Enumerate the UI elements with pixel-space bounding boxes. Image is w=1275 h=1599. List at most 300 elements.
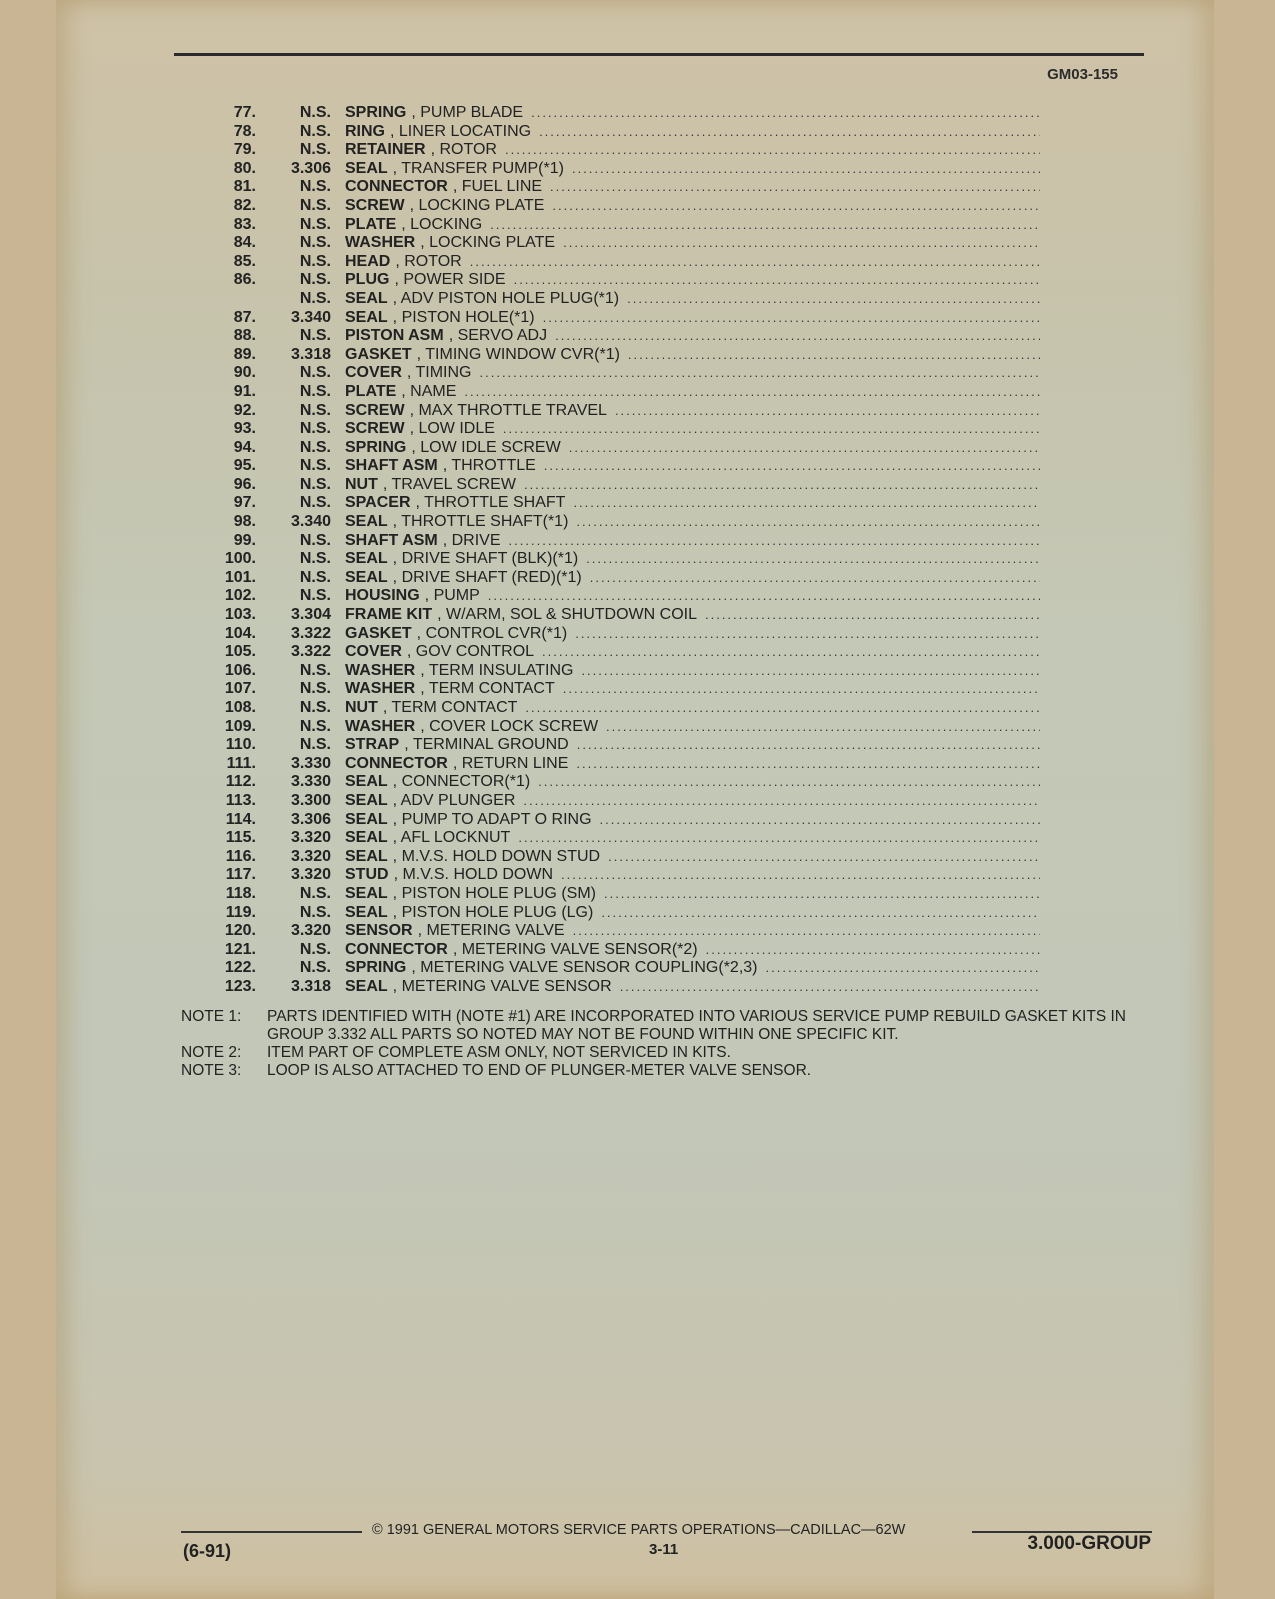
part-row	[200, 346, 1040, 365]
part-detail: , TRANSFER PUMP(*1)	[392, 159, 564, 177]
part-detail: , TERMINAL GROUND	[404, 736, 569, 754]
part-index: 89.	[233, 345, 256, 363]
part-description	[345, 718, 1040, 737]
part-index: 123.	[224, 977, 256, 995]
part-name: SEAL	[345, 977, 388, 995]
part-index: 113.	[225, 791, 256, 809]
part-row	[200, 643, 1040, 662]
dot-leader	[615, 402, 1040, 421]
dot-leader	[604, 885, 1040, 904]
part-detail: , W/ARM, SOL & SHUTDOWN COIL	[437, 606, 697, 624]
part-row	[200, 755, 1040, 774]
part-row	[200, 662, 1040, 681]
dot-leader	[569, 439, 1040, 458]
part-group: N.S.	[299, 699, 331, 716]
part-description	[345, 811, 1040, 830]
part-description	[345, 104, 1040, 123]
part-group: N.S.	[299, 736, 331, 754]
part-group: 3.320	[290, 866, 331, 884]
dot-leader	[573, 922, 1040, 941]
dot-leader	[470, 253, 1040, 272]
part-row	[200, 234, 1040, 253]
part-group: N.S.	[299, 289, 331, 307]
part-group: 3.318	[290, 345, 331, 363]
part-row	[200, 829, 1040, 848]
part-name: PLUG	[345, 271, 390, 289]
part-detail: , DRIVE	[442, 531, 501, 549]
part-index: 104.	[224, 624, 256, 642]
part-row	[200, 439, 1040, 458]
part-name: WASHER	[345, 661, 416, 679]
part-row	[200, 904, 1040, 923]
dot-leader	[538, 773, 1040, 792]
part-detail: , PISTON HOLE PLUG (LG)	[392, 903, 594, 921]
part-detail: , RETURN LINE	[452, 754, 569, 772]
part-description	[345, 848, 1040, 867]
dot-leader	[523, 792, 1040, 811]
part-row	[200, 123, 1040, 142]
part-row	[200, 327, 1040, 346]
part-name: RETAINER	[345, 141, 426, 159]
part-description	[345, 123, 1040, 142]
part-description	[345, 402, 1040, 421]
dot-leader	[628, 346, 1040, 365]
part-group: N.S.	[299, 680, 331, 698]
dot-leader	[620, 978, 1040, 997]
dot-leader	[488, 587, 1040, 606]
dot-leader	[490, 216, 1040, 235]
part-row	[200, 978, 1040, 997]
part-group: N.S.	[299, 717, 331, 735]
part-index: 90.	[233, 364, 256, 382]
part-group: 3.340	[290, 513, 331, 531]
dot-leader	[563, 680, 1040, 699]
part-detail: , TERM INSULATING	[420, 661, 574, 679]
part-name: SEAL	[345, 289, 388, 307]
part-name: SHAFT ASM	[345, 457, 438, 475]
part-description	[345, 216, 1040, 235]
part-row	[200, 402, 1040, 421]
part-name: CONNECTOR	[345, 940, 448, 958]
part-description	[345, 978, 1040, 997]
note-text: LOOP IS ALSO ATTACHED TO END OF PLUNGER-METER VALVE SENSOR.	[267, 1062, 812, 1079]
part-description	[345, 941, 1040, 960]
dot-leader	[590, 569, 1040, 588]
part-description	[345, 439, 1040, 458]
part-row	[200, 290, 1040, 309]
dot-leader	[576, 513, 1040, 532]
part-row	[200, 104, 1040, 123]
part-group: N.S.	[299, 884, 331, 902]
dot-leader	[706, 941, 1040, 960]
part-group: N.S.	[299, 420, 331, 438]
dot-leader	[705, 606, 1040, 625]
part-name: COVER	[345, 643, 402, 661]
part-detail: , NAME	[401, 382, 457, 400]
part-detail: , DRIVE SHAFT (RED)(*1)	[392, 568, 582, 586]
part-group: N.S.	[299, 940, 331, 958]
dot-leader	[480, 364, 1041, 383]
part-row	[200, 848, 1040, 867]
part-index: 77.	[233, 104, 256, 121]
dot-leader	[766, 959, 1041, 978]
part-description	[345, 643, 1040, 662]
part-group: N.S.	[299, 661, 331, 679]
dot-leader	[555, 327, 1040, 346]
part-name: SEAL	[345, 903, 388, 921]
part-index: 83.	[233, 215, 256, 233]
part-index: 92.	[233, 401, 256, 419]
part-detail: , CONNECTOR(*1)	[392, 773, 531, 791]
part-name: SEAL	[345, 308, 388, 326]
part-detail: , PUMP BLADE	[411, 104, 524, 121]
part-description	[345, 271, 1040, 290]
part-index: 116.	[225, 847, 256, 865]
part-name: SEAL	[345, 159, 388, 177]
part-group: N.S.	[299, 364, 331, 382]
part-index: 112.	[225, 773, 256, 791]
part-index: 97.	[233, 494, 256, 512]
dot-leader	[524, 476, 1040, 495]
part-description	[345, 904, 1040, 923]
note-label: NOTE 3:	[181, 1062, 242, 1079]
part-index: 108.	[224, 699, 256, 716]
part-description	[345, 309, 1040, 328]
dot-leader	[581, 662, 1040, 681]
part-index: 106.	[224, 661, 256, 679]
part-description	[345, 866, 1040, 885]
part-detail: , TERM CONTACT	[420, 680, 555, 698]
dot-leader	[514, 271, 1040, 290]
part-group: 3.306	[290, 159, 331, 177]
part-group: 3.320	[290, 922, 331, 940]
part-detail: , PUMP	[424, 587, 480, 605]
part-index: 117.	[225, 866, 256, 884]
part-index: 100.	[224, 550, 256, 568]
part-index: 121.	[224, 940, 256, 958]
dot-leader	[577, 736, 1040, 755]
part-index: 107.	[224, 680, 256, 698]
part-detail: , METERING VALVE SENSOR COUPLING(*2,3)	[411, 959, 758, 977]
part-description	[345, 532, 1040, 551]
part-description	[345, 792, 1040, 811]
part-name: PLATE	[345, 215, 397, 233]
part-description	[345, 662, 1040, 681]
part-name: WASHER	[345, 680, 416, 698]
part-group: N.S.	[299, 382, 331, 400]
part-index: 88.	[233, 327, 256, 345]
part-index: 102.	[224, 587, 256, 605]
part-row	[200, 625, 1040, 644]
dot-leader	[601, 904, 1040, 923]
part-detail: , TERM CONTACT	[382, 699, 518, 716]
part-name: SEAL	[345, 513, 388, 531]
part-detail: , MAX THROTTLE TRAVEL	[409, 401, 607, 419]
part-detail: , CONTROL CVR(*1)	[416, 624, 568, 642]
part-row	[200, 792, 1040, 811]
part-index: 109.	[224, 717, 256, 735]
part-detail: , DRIVE SHAFT (BLK)(*1)	[392, 550, 579, 568]
part-group: 3.322	[290, 643, 331, 661]
part-group: N.S.	[299, 122, 331, 140]
part-index: 115.	[225, 829, 256, 847]
part-row	[200, 253, 1040, 272]
part-group: N.S.	[299, 234, 331, 252]
note-item	[181, 1044, 1161, 1062]
part-index: 103.	[224, 606, 256, 624]
part-row	[200, 699, 1040, 718]
note-item	[181, 1008, 1161, 1044]
part-description	[345, 253, 1040, 272]
part-index: 80.	[233, 159, 256, 177]
part-name: NUT	[345, 475, 378, 493]
part-group: 3.304	[290, 606, 331, 624]
part-detail: , LOCKING PLATE	[420, 234, 556, 252]
dot-leader	[552, 197, 1040, 216]
part-group: N.S.	[299, 587, 331, 605]
notes-section	[181, 1008, 1161, 1080]
part-group: N.S.	[299, 475, 331, 493]
part-detail: , TIMING	[406, 364, 472, 382]
part-index: 95.	[233, 457, 256, 475]
part-detail: , POWER SIDE	[394, 271, 506, 289]
part-detail: , METERING VALVE SENSOR	[392, 977, 612, 995]
part-index: 110.	[225, 736, 256, 754]
note-text: PARTS IDENTIFIED WITH (NOTE #1) ARE INCORPORATED INTO VARIOUS SERVICE PUMP REBUILD GASKET KITS IN GROUP 3.332 ALL PARTS SO NOTED MAY NOT BE FOUND WITHIN ONE SPECIFIC KIT.	[267, 1008, 1126, 1043]
part-description	[345, 829, 1040, 848]
part-row	[200, 271, 1040, 290]
note-text: ITEM PART OF COMPLETE ASM ONLY, NOT SERVICED IN KITS.	[267, 1044, 731, 1061]
part-row	[200, 773, 1040, 792]
part-description	[345, 606, 1040, 625]
part-detail: , METERING VALVE SENSOR(*2)	[452, 940, 698, 958]
part-description	[345, 234, 1040, 253]
part-row	[200, 178, 1040, 197]
part-name: PLATE	[345, 382, 397, 400]
part-row	[200, 866, 1040, 885]
part-detail: , ADV PISTON HOLE PLUG(*1)	[392, 289, 620, 307]
part-name: SPACER	[345, 494, 411, 512]
part-name: COVER	[345, 364, 402, 382]
dot-leader	[573, 494, 1040, 513]
part-name: RING	[345, 122, 385, 140]
part-row	[200, 309, 1040, 328]
dot-leader	[503, 420, 1040, 439]
part-group: N.S.	[299, 494, 331, 512]
part-detail: , SERVO ADJ	[448, 327, 548, 345]
part-description	[345, 178, 1040, 197]
part-row	[200, 959, 1040, 978]
part-description	[345, 160, 1040, 179]
dot-leader	[539, 123, 1040, 142]
part-row	[200, 811, 1040, 830]
part-index: 82.	[233, 196, 256, 214]
part-index: 99.	[233, 531, 256, 549]
part-name: PISTON ASM	[345, 327, 444, 345]
part-detail: , THROTTLE SHAFT	[415, 494, 566, 512]
part-description	[345, 494, 1040, 513]
part-detail: , TRAVEL SCREW	[382, 475, 516, 493]
dot-leader	[600, 811, 1040, 830]
part-group: N.S.	[299, 327, 331, 345]
part-name: NUT	[345, 699, 378, 716]
part-group: N.S.	[299, 903, 331, 921]
part-name: SPRING	[345, 959, 407, 977]
dot-leader	[544, 457, 1040, 476]
part-index: 118.	[225, 884, 256, 902]
part-detail: , ROTOR	[395, 252, 462, 270]
part-description	[345, 885, 1040, 904]
part-description	[345, 680, 1040, 699]
part-name: SPRING	[345, 438, 407, 456]
part-group: N.S.	[299, 401, 331, 419]
part-name: HOUSING	[345, 587, 420, 605]
part-description	[345, 569, 1040, 588]
part-group: N.S.	[299, 196, 331, 214]
page-number: 3-11	[649, 1541, 679, 1558]
part-row	[200, 885, 1040, 904]
part-row	[200, 718, 1040, 737]
part-index: 81.	[233, 178, 256, 196]
part-row	[200, 197, 1040, 216]
part-index: 91.	[233, 382, 256, 400]
part-group: 3.330	[290, 754, 331, 772]
part-index: 122.	[224, 959, 256, 977]
part-row	[200, 364, 1040, 383]
dot-leader	[576, 755, 1040, 774]
part-description	[345, 290, 1040, 309]
part-name: SHAFT ASM	[345, 531, 438, 549]
part-detail: , M.V.S. HOLD DOWN STUD	[392, 847, 601, 865]
part-name: STRAP	[345, 736, 400, 754]
part-group: 3.340	[290, 308, 331, 326]
part-description	[345, 513, 1040, 532]
part-group: N.S.	[299, 568, 331, 586]
part-detail: , GOV CONTROL	[406, 643, 535, 661]
part-row	[200, 216, 1040, 235]
part-description	[345, 364, 1040, 383]
part-row	[200, 476, 1040, 495]
part-group: N.S.	[299, 215, 331, 233]
part-group: 3.320	[290, 847, 331, 865]
part-row	[200, 513, 1040, 532]
part-detail: , LOW IDLE SCREW	[411, 438, 561, 456]
part-description	[345, 346, 1040, 365]
part-name: SEAL	[345, 773, 388, 791]
part-name: SEAL	[345, 884, 388, 902]
part-index: 114.	[225, 810, 256, 828]
group-label: 3.000-GROUP	[1027, 1533, 1151, 1554]
document-id: GM03-155	[1047, 66, 1118, 83]
part-group: N.S.	[299, 141, 331, 159]
part-description	[345, 327, 1040, 346]
part-name: CONNECTOR	[345, 754, 448, 772]
part-row	[200, 922, 1040, 941]
dot-leader	[572, 160, 1040, 179]
part-row	[200, 420, 1040, 439]
part-name: SEAL	[345, 568, 388, 586]
part-name: SEAL	[345, 829, 388, 847]
part-name: SEAL	[345, 550, 388, 568]
dot-leader	[550, 178, 1040, 197]
copyright-line: © 1991 GENERAL MOTORS SERVICE PARTS OPERATIONS—CADILLAC—62W	[372, 1522, 906, 1538]
dot-leader	[509, 532, 1040, 551]
part-detail: , TIMING WINDOW CVR(*1)	[416, 345, 620, 363]
part-description	[345, 457, 1040, 476]
part-description	[345, 383, 1040, 402]
part-group: 3.322	[290, 624, 331, 642]
dot-leader	[586, 550, 1040, 569]
part-group: N.S.	[299, 252, 331, 270]
part-row	[200, 550, 1040, 569]
part-name: FRAME KIT	[345, 606, 433, 624]
part-description	[345, 699, 1040, 718]
issue-date: (6-91)	[183, 1541, 232, 1561]
part-detail: , LINER LOCATING	[390, 122, 532, 140]
part-index: 78.	[233, 122, 256, 140]
part-description	[345, 736, 1040, 755]
part-row	[200, 532, 1040, 551]
part-description	[345, 420, 1040, 439]
part-group: N.S.	[299, 457, 331, 475]
part-row	[200, 736, 1040, 755]
part-description	[345, 922, 1040, 941]
part-name: HEAD	[345, 252, 391, 270]
dot-leader	[505, 141, 1040, 160]
part-detail: , M.V.S. HOLD DOWN	[393, 866, 553, 884]
part-description	[345, 625, 1040, 644]
part-name: STUD	[345, 866, 389, 884]
part-detail: , LOCKING PLATE	[409, 196, 545, 214]
part-group: N.S.	[299, 531, 331, 549]
part-detail: , FUEL LINE	[452, 178, 543, 196]
part-description	[345, 587, 1040, 606]
dot-leader	[543, 309, 1040, 328]
part-row	[200, 494, 1040, 513]
part-row	[200, 457, 1040, 476]
part-group: 3.320	[290, 829, 331, 847]
dot-leader	[563, 234, 1040, 253]
part-row	[200, 606, 1040, 625]
part-detail: , LOW IDLE	[409, 420, 495, 438]
part-group: N.S.	[299, 550, 331, 568]
part-row	[200, 680, 1040, 699]
part-index: 119.	[225, 903, 256, 921]
dot-leader	[531, 104, 1040, 123]
part-index: 94.	[233, 438, 256, 456]
dot-leader	[561, 866, 1040, 885]
part-detail: , ROTOR	[430, 141, 497, 159]
part-detail: , METERING VALVE	[417, 922, 565, 940]
part-detail: , THROTTLE SHAFT(*1)	[392, 513, 569, 531]
part-name: CONNECTOR	[345, 178, 448, 196]
part-name: SEAL	[345, 791, 388, 809]
parts-list	[200, 104, 1040, 997]
part-name: SEAL	[345, 847, 388, 865]
part-description	[345, 755, 1040, 774]
part-index: 120.	[224, 922, 256, 940]
part-index: 79.	[233, 141, 256, 159]
part-index: 96.	[233, 475, 256, 493]
dot-leader	[606, 718, 1040, 737]
part-index: 105.	[224, 643, 256, 661]
part-index: 85.	[233, 252, 256, 270]
part-detail: , PISTON HOLE(*1)	[392, 308, 535, 326]
dot-leader	[542, 643, 1040, 662]
part-name: SEAL	[345, 810, 388, 828]
part-group: N.S.	[299, 104, 331, 121]
part-group: N.S.	[299, 178, 331, 196]
